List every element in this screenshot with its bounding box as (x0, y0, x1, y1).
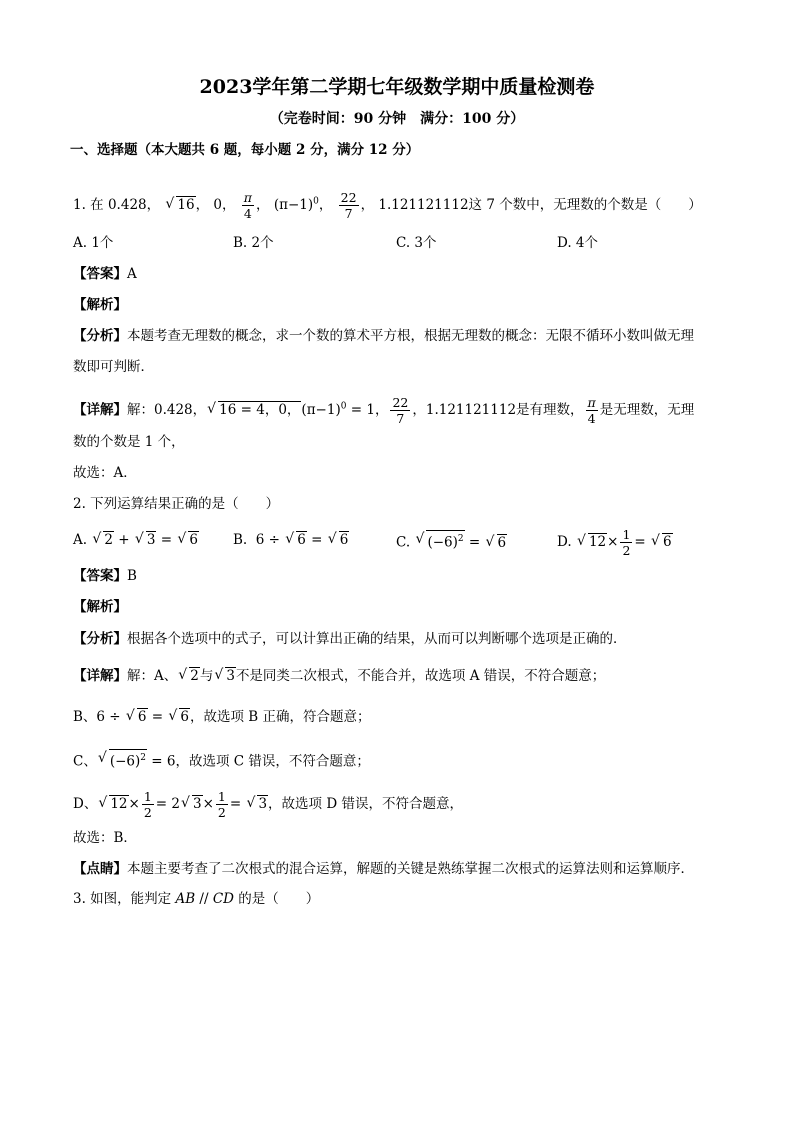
sqrt-16: √ 16 (165, 195, 195, 215)
question-3-stem: 3. 如图，能判定 AB // CD 的是（ ） (73, 891, 320, 907)
q1-option-b: B. 2个 (233, 235, 274, 251)
q1-choose: 故选：A． (73, 465, 137, 481)
question-1-stem: 1. 在 0.428， √ 16， 0， $\frac{\pi}{4}$ ， $(\pi-1)^0$， $\frac{22}{7}$ ， 1.121121112这 7 个数中，无理数的个数是（ ） (73, 190, 702, 221)
q2-choose: 故选：B． (73, 830, 137, 846)
q1-fenxi: 【分析】本题考查无理数的概念，求一个数的算术平方根，根据无理数的概念：无限不循环小数叫做无理 (73, 328, 694, 344)
q1-detail: 【详解】解：0.428，√ 16 = 4，0，$(\pi-1)^0 = 1$， $\frac{22}{7}$ ，1.121121112是有理数， $\frac{\pi}{4}$ 是无理数，无理 (73, 395, 694, 426)
pi-over-4: $\frac{\pi}{4}$ (243, 190, 253, 221)
q2-analysis-label: 【解析】 (73, 599, 127, 615)
q2-option-d: D. √ 12× $\frac{1}{2}$ = √ 6 (557, 527, 673, 558)
q2-option-c: C. √ $(-6)^2$ = √ 6 (396, 530, 507, 553)
pi-minus-1-power: $(\pi-1)^0$ (273, 196, 319, 213)
q2-option-a: A. √ 2 + √ 3 = √ 6 (73, 530, 199, 550)
q1-option-a: A. 1个 (73, 235, 114, 251)
q2-option-b: B. 6 ÷ √ 6 = √ 6 (233, 530, 349, 550)
q1-option-c: C. 3个 (396, 235, 437, 251)
fraction-22-7: $\frac{22}{7}$ (340, 190, 357, 221)
page-title: 2023学年第二学期七年级数学期中质量检测卷 (199, 76, 595, 98)
q2-detail-a: 【详解】解：A、√ 2与√ 3不是同类二次根式，不能合并，故选项 A 错误，不符合题意； (73, 666, 605, 686)
q2-detail-b: B、6 ÷ √ 6 = √ 6，故选项 B 正确，符合题意； (73, 707, 371, 727)
q1-option-d: D. 4个 (557, 235, 599, 251)
q2-answer: 【答案】B (73, 568, 137, 584)
q1-detail-cont: 数的个数是 1 个， (73, 434, 185, 450)
q1-fenxi-cont: 数即可判断． (73, 359, 154, 375)
q2-detail-d: D、√ 12× $\frac{1}{2}$ = 2√ 3× $\frac{1}{2}$ = √ 3，故选项 D 错误，不符合题意， (73, 789, 463, 820)
exam-subtitle: （完卷时间：90 分钟 满分：100 分） (269, 111, 525, 127)
q2-detail-c: C、√ $(-6)^2 = 6$，故选项 C 错误，不符合题意； (73, 749, 370, 772)
question-2-stem: 2. 下列运算结果正确的是（ ） (73, 496, 280, 512)
section-heading: 一、选择题（本大题共 6 题，每小题 2 分，满分 12 分） (70, 142, 420, 158)
q1-analysis-label: 【解析】 (73, 297, 127, 313)
q2-fenxi: 【分析】根据各个选项中的式子，可以计算出正确的结果，从而可以判断哪个选项是正确的． (73, 631, 627, 647)
repeating-decimal: 0.428 (107, 197, 147, 213)
q1-answer: 【答案】A (73, 266, 137, 282)
q2-comment: 【点睛】本题主要考查了二次根式的混合运算，解题的关键是熟练掌握二次根式的运算法则和运算顺序． (73, 861, 694, 877)
